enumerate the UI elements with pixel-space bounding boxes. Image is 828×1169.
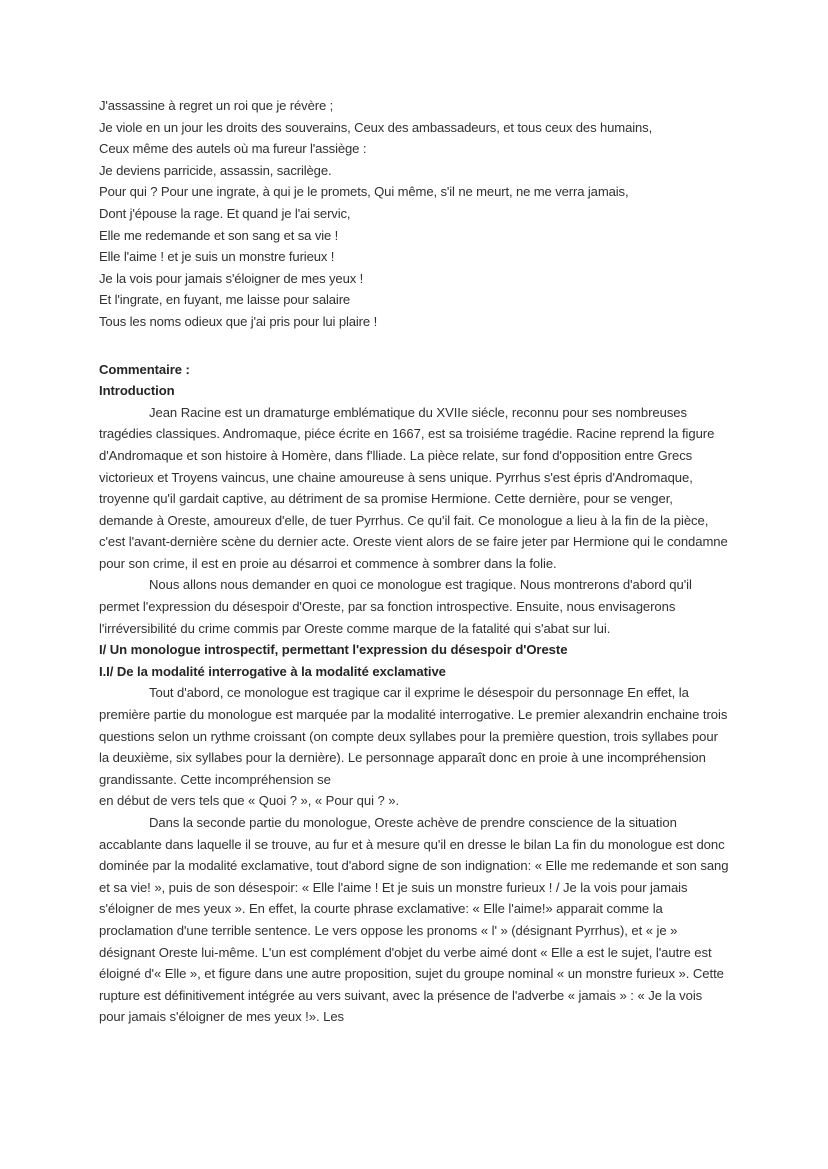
intro-paragraph-1: Jean Racine est un dramaturge emblématique du XVIIe siécle, reconnu pour ses nombreuses tragédies classiques. Andromaque, piéce écrite en 1667, est sa troisiéme tragédie. Racine reprend la figure d'Andromaque et son histoire à Homère, dans f'lliade. La pièce relate, sur fond d'opposition entre Grecs victorieux et Troyens vaincus, une chaine amoureuse à sens unique. Pyrrhus s'est épris d'Andromaque, troyenne qu'il gardait captive, au détriment de sa promise Hermione. Cette dernière, pour se venger, demande à Oreste, amoureux d'elle, de tuer Pyrrhus. Ce qu'il fait. Ce monologue a lieu à la fin de la pièce, c'est l'avant-dernière scène du dernier acte. Oreste vient alors de se faire jeter par Hermione qui le condamne pour son crime, il est en proie au désarroi et commence à sombrer dans la folie. bbox=[99, 404, 728, 571]
verse-line: Tous les noms odieux que j'ai pris pour lui plaire ! bbox=[99, 313, 378, 329]
verse-line: Pour qui ? Pour une ingrate, à qui je le promets, Qui même, s'il ne meurt, ne me verra jamais, bbox=[99, 184, 629, 200]
introduction-heading: Introduction bbox=[99, 383, 175, 399]
verse-line: Ceux même des autels où ma fureur l'assiège : bbox=[99, 141, 367, 157]
verse-line: Et l'ingrate, en fuyant, me laisse pour salaire bbox=[99, 292, 351, 308]
part-1-sub-heading: I.I/ De la modalité interrogative à la modalité exclamative bbox=[99, 663, 446, 679]
verse-line: Je viole en un jour les droits des souverains, Ceux des ambassadeurs, et tous ceux des humains, bbox=[99, 119, 653, 135]
commentary-title: Commentaire : bbox=[99, 361, 190, 377]
verse-line: Je la vois pour jamais s'éloigner de mes yeux ! bbox=[99, 270, 364, 286]
verse-line: Je deviens parricide, assassin, sacrilège. bbox=[99, 162, 332, 178]
verse-line: Elle l'aime ! et je suis un monstre furieux ! bbox=[99, 249, 335, 265]
verse-block bbox=[99, 95, 729, 333]
verse-line: J'assassine à regret un roi que je révère ; bbox=[99, 98, 334, 113]
part-1-paragraph-1-continued: en début de vers tels que « Quoi ? », « Pour qui ? ». bbox=[99, 793, 400, 809]
part-1-heading: I/ Un monologue introspectif, permettant l'expression du désespoir d'Oreste bbox=[99, 642, 568, 658]
verse-line: Dont j'épouse la rage. Et quand je l'ai servic, bbox=[99, 205, 351, 221]
part-1-paragraph-1: Tout d'abord, ce monologue est tragique car il exprime le désespoir du personnage En effet, la première partie du monologue est marquée par la modalité interrogative. Le premier alexandrin enchaine trois questions selon un rythme croissant (on compte deux syllabes pour la première question, trois syllabes pour la deuxième, six syllabes pour la dernière). Le personnage apparaît donc en proie à une incompréhension grandissante. Cette incompréhension se bbox=[99, 685, 728, 787]
intro-paragraph-2: Nous allons nous demander en quoi ce monologue est tragique. Nous montrerons d'abord qu'il permet l'expression du désespoir d'Oreste, par sa fonction introspective. Ensuite, nous envisagerons l'irréversibilité du crime commis par Oreste comme marque de la fatalité qui s'abat sur lui. bbox=[99, 577, 692, 636]
verse-line: Elle me redemande et son sang et sa vie ! bbox=[99, 227, 339, 243]
document-body bbox=[99, 95, 729, 1028]
part-1-paragraph-2: Dans la seconde partie du monologue, Oreste achève de prendre conscience de la situation accablante dans laquelle il se trouve, au fur et à mesure qu'il en dresse le bilan La fin du monologue est donc dominée par la modalité exclamative, tout d'abord signe de son indignation: « Elle me redemande et son sang et sa vie! », puis de son désespoir: « Elle l'aime ! Et je suis un monstre furieux ! / Je la vois pour jamais s'éloigner de mes yeux ». En effet, la courte phrase exclamative: « Elle l'aime!» apparait comme la proclamation d'une terrible sentence. Le vers oppose les pronoms « l' » (désignant Pyrrhus), et « je » désignant Oreste lui-même. L'un est complément d'objet du verbe aimé dont « Elle a est le sujet, l'autre est éloigné d'« Elle », et figure dans une autre proposition, sujet du groupe nominal « un monstre furieux ». Cette rupture est définitivement intégrée au vers suivant, avec la présence de l'adverbe « jamais » : « Je la vois pour jamais s'éloigner de mes yeux !». Les bbox=[99, 815, 729, 1025]
